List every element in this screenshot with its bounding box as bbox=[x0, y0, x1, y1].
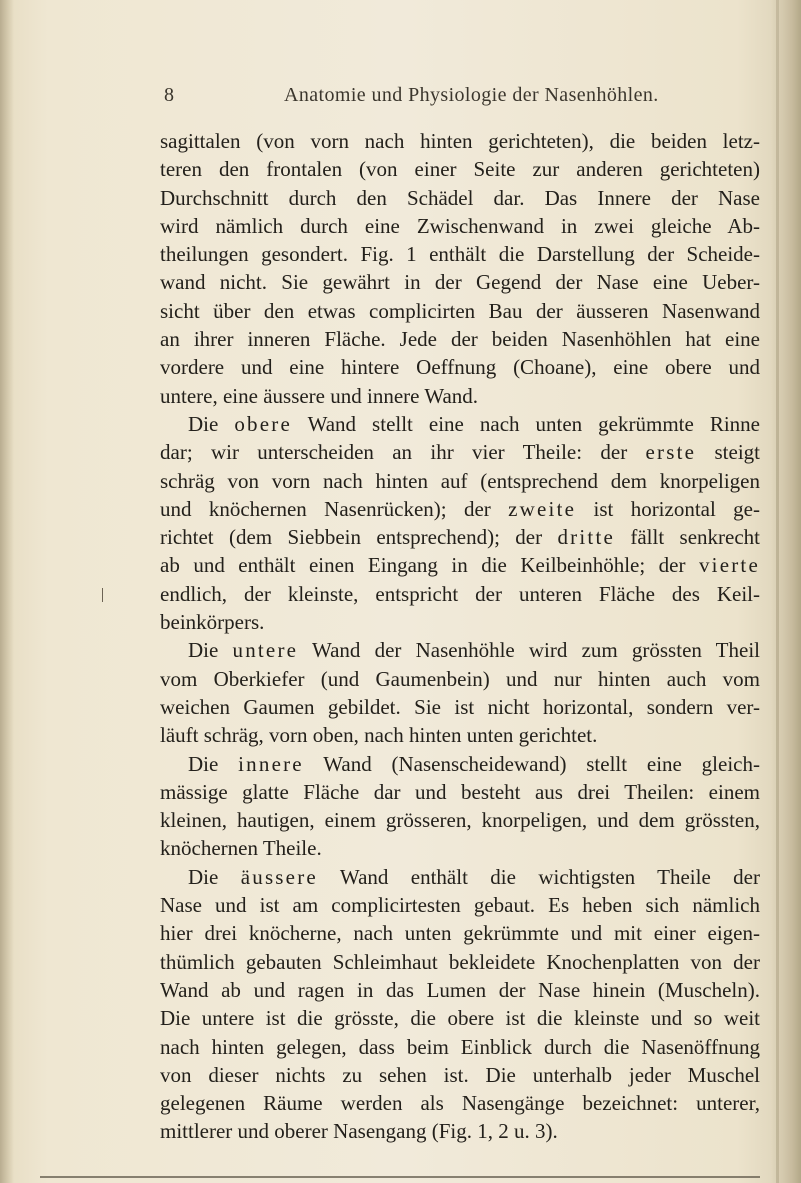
text-line bbox=[160, 268, 760, 296]
emphasized-term: äussere bbox=[240, 864, 318, 889]
text-line bbox=[160, 1061, 760, 1089]
text-segment: Wand ab und ragen in das Lumen der Nase hinein (Muscheln). bbox=[160, 977, 760, 1002]
text-segment: Wand enthält die wichtigsten Theile der bbox=[317, 864, 760, 889]
emphasized-term: dritte bbox=[557, 525, 616, 550]
emphasized-term: innere bbox=[238, 751, 304, 776]
text-line bbox=[160, 778, 760, 806]
text-segment: Die bbox=[188, 751, 239, 776]
body-text bbox=[160, 127, 760, 1146]
text-line bbox=[160, 580, 760, 608]
text-line bbox=[160, 891, 760, 919]
text-segment: läuft schräg, vorn oben, nach hinten unten gerichtet. bbox=[160, 723, 598, 748]
text-line bbox=[160, 1033, 760, 1061]
text-line bbox=[160, 467, 760, 495]
text-line bbox=[160, 353, 760, 381]
text-line bbox=[160, 495, 760, 523]
text-segment: von dieser nichts zu sehen ist. Die unterhalb jeder Muschel bbox=[160, 1062, 760, 1087]
text-segment: Die untere ist die grösste, die obere ist die kleinste und so weit bbox=[160, 1006, 760, 1031]
text-segment: untere, eine äussere und innere Wand. bbox=[160, 383, 479, 408]
text-line bbox=[160, 382, 760, 410]
emphasized-term: untere bbox=[232, 638, 299, 663]
text-line bbox=[160, 1089, 760, 1117]
text-line bbox=[160, 834, 760, 862]
emphasized-term: erste bbox=[645, 440, 697, 465]
text-segment: nach hinten gelegen, dass beim Einblick durch die Nasenöffnung bbox=[160, 1034, 760, 1059]
text-line bbox=[160, 127, 760, 155]
text-segment: fällt senkrecht bbox=[615, 525, 761, 550]
running-head: Anatomie und Physiologie der Nasenhöhlen. bbox=[284, 84, 659, 106]
text-line bbox=[160, 693, 760, 721]
text-segment: schräg von vorn nach hinten auf (entsprechend dem knorpeligen bbox=[160, 468, 760, 493]
text-line bbox=[160, 750, 760, 778]
text-line bbox=[160, 240, 760, 268]
text-segment: beinkörpers. bbox=[160, 610, 265, 635]
text-line bbox=[160, 155, 760, 183]
text-segment: Die bbox=[188, 864, 241, 889]
text-segment: gelegenen Räume werden als Nasengänge bezeichnet: unterer, bbox=[160, 1091, 760, 1116]
text-segment: Wand (Nasenscheidewand) stellt eine gleich- bbox=[303, 751, 760, 776]
text-line bbox=[160, 325, 760, 353]
text-segment: wand nicht. Sie gewährt in der Gegend der Nase eine Ueber- bbox=[160, 270, 760, 295]
text-line bbox=[160, 919, 760, 947]
text-line bbox=[160, 665, 760, 693]
text-segment: sagittalen (von vorn nach hinten gerichteten), die beiden letz- bbox=[160, 129, 760, 153]
text-line bbox=[160, 297, 760, 325]
text-line bbox=[160, 410, 760, 438]
text-segment: sicht über den etwas complicirten Bau der äusseren Nasenwand bbox=[160, 298, 760, 323]
text-line bbox=[160, 1117, 760, 1145]
text-segment: an ihrer inneren Fläche. Jede der beiden Nasenhöhlen hat eine bbox=[160, 327, 760, 352]
text-segment: ab und enthält einen Eingang in die Keilbeinhöhle; der bbox=[160, 553, 699, 578]
text-segment: vom Oberkiefer (und Gaumenbein) und nur hinten auch vom bbox=[160, 666, 760, 691]
text-segment: dar; wir unterscheiden an ihr vier Theile: der bbox=[160, 440, 646, 465]
text-segment: Durchschnitt durch den Schädel dar. Das Innere der Nase bbox=[160, 185, 760, 210]
text-segment: steigt bbox=[696, 440, 761, 465]
text-line bbox=[160, 608, 760, 636]
text-line bbox=[160, 976, 760, 1004]
text-line bbox=[160, 523, 760, 551]
text-line bbox=[160, 863, 760, 891]
text-segment: richtet (dem Siebbein entsprechend); der bbox=[160, 525, 558, 550]
page-edge-line bbox=[776, 0, 779, 1183]
text-line bbox=[160, 551, 760, 579]
text-segment: ist horizontal ge- bbox=[576, 496, 760, 521]
text-segment: Wand stellt eine nach unten gekrümmte Rinne bbox=[291, 411, 760, 436]
page-number: 8 bbox=[164, 84, 174, 106]
bottom-rule bbox=[40, 1176, 760, 1178]
text-segment: und knöchernen Nasenrücken); der bbox=[160, 496, 509, 521]
text-segment: endlich, der kleinste, entspricht der unteren Fläche des Keil- bbox=[160, 581, 760, 606]
text-segment: kleinen, hautigen, einem grösseren, knorpeligen, und dem grössten, bbox=[160, 808, 760, 833]
emphasized-term: zweite bbox=[508, 496, 577, 521]
text-segment: teren den frontalen (von einer Seite zur anderen gerichteten) bbox=[160, 157, 760, 182]
text-segment: Die bbox=[188, 638, 233, 663]
emphasized-term: obere bbox=[234, 411, 292, 436]
text-segment: Nase und ist am complicirtesten gebaut. Es heben sich nämlich bbox=[160, 893, 760, 918]
text-line bbox=[160, 806, 760, 834]
text-segment: Wand der Nasenhöhle wird zum grössten Theil bbox=[298, 638, 760, 663]
page-header bbox=[0, 84, 801, 114]
text-segment: mittlerer und oberer Nasengang (Fig. 1, 2 u. 3). bbox=[160, 1119, 558, 1144]
text-line bbox=[160, 438, 760, 466]
emphasized-term: vierte bbox=[698, 553, 760, 578]
text-line bbox=[160, 184, 760, 212]
text-segment: theilungen gesondert. Fig. 1 enthält die Darstellung der Scheide- bbox=[160, 242, 760, 267]
text-line bbox=[160, 212, 760, 240]
text-segment: wird nämlich durch eine Zwischenwand in zwei gleiche Ab- bbox=[160, 213, 760, 238]
text-line bbox=[160, 721, 760, 749]
text-line bbox=[160, 1004, 760, 1032]
text-segment: weichen Gaumen gebildet. Sie ist nicht horizontal, sondern ver- bbox=[160, 694, 760, 719]
text-segment: knöchernen Theile. bbox=[160, 836, 322, 861]
text-segment: hier drei knöcherne, nach unten gekrümmte und mit einer eigen- bbox=[160, 921, 760, 946]
text-line bbox=[160, 636, 760, 664]
page-gutter-shadow bbox=[0, 0, 14, 1183]
margin-mark bbox=[102, 588, 103, 602]
text-segment: Die bbox=[188, 411, 235, 436]
text-segment: mässige glatte Fläche dar und besteht aus drei Theilen: einem bbox=[160, 779, 760, 804]
text-segment: thümlich gebauten Schleimhaut bekleidete Knochenplatten von der bbox=[160, 949, 760, 974]
text-line bbox=[160, 948, 760, 976]
text-segment: vordere und eine hintere Oeffnung (Choane), eine obere und bbox=[160, 355, 760, 380]
